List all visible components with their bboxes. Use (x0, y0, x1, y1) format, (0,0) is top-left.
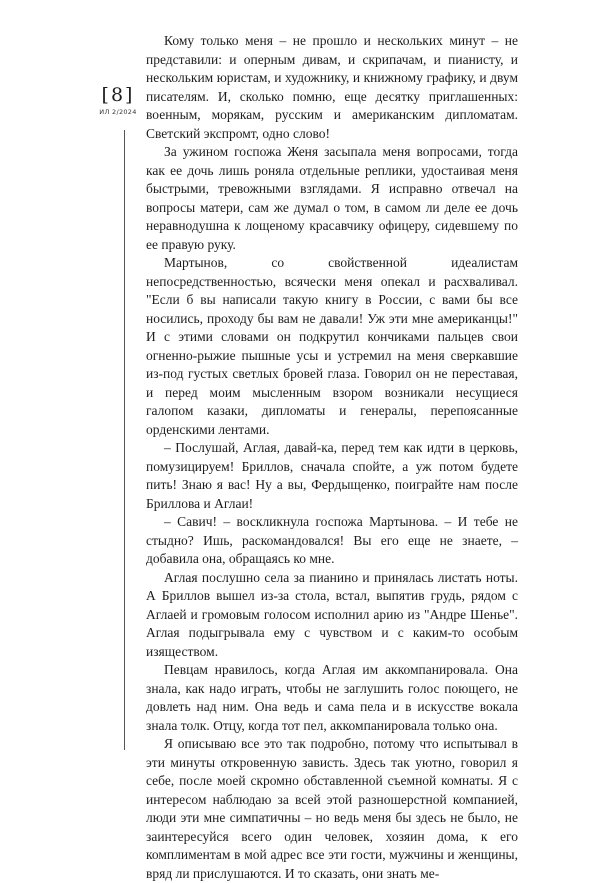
margin-rule (124, 130, 125, 750)
paragraph: Певцам нравилось, когда Аглая им аккомпанировала. Она знала, как надо играть, чтобы не заглушить голос поющего, не довлеть над ним. Она ведь и сама пела и в искусстве вокала знала толк. Отцу, когда тот пел, аккомпанировала только она. (146, 662, 518, 733)
issue-label: ИЛ 2/2024 (99, 108, 137, 116)
paragraph: За ужином госпожа Женя засыпала меня вопросами, тогда как ее дочь лишь роняла отдельные реплики, удостаивая меня быстрыми, тревожными взглядами. Я исправно отвечал на вопросы матери, сам же думал о том, в самом ли деле ее дочь неравнодушна к лощеному красавчику офицеру, сидевшему по ее правую руку. (146, 144, 518, 252)
paragraph: – Савич! – воскликнула госпожа Мартынова. – И тебе не стыдно? Ишь, раскомандовался! Вы его еще не знаете, – добавила она, обращаясь ко мне. (146, 514, 518, 566)
text-body (146, 32, 518, 883)
page-number-value: 8 (110, 84, 126, 106)
margin-marker (95, 84, 141, 116)
paragraph: Кому только меня – не прошло и нескольких минут – не представили: и оперным дивам, и скрипачам, и пианисту, и нескольким юристам, и художнику, и книжному графику, и двум писателям. И, сколько помню, еще десятку приглашенных: военным, морякам, русским и американским дипломатам. Светский экспромт, одно слово! (146, 33, 518, 141)
page-number: [8] (101, 84, 135, 106)
paragraph: – Послушай, Аглая, давай-ка, перед тем как идти в церковь, помузицируем! Бриллов, сначала спойте, а уж потом будете пить! Знаю я вас! Ну а вы, Фердыщенко, поиграйте нам после Бриллова и Аглаи! (146, 440, 518, 511)
paragraph: Я описываю все это так подробно, потому что испытывал в эти минуты откровенную зависть. Здесь так уютно, говорил я себе, после моей скромно обставленной съемной комнаты. Я с интересом наблюдаю за всей этой разношерстной компанией, люди эти мне симпатичны – но ведь меня бы здесь не было, не заинтересуйся всего один человек, хозяин дома, к его комплиментам в мой адрес все эти гости, мужчины и женщины, вряд ли прислушаются. И то сказать, они знать ме- (146, 736, 518, 881)
paragraph: Мартынов, со свойственной идеалистам непосредственностью, всячески меня опекал и расхваливал. "Если б вы написали такую книгу в России, с вами бы все носились, проходу бы вам не давали! Уж эти мне американцы!" И с этими словами он подкрутил кончиками пальцев свои огненно-рыжие пышные усы и устремил на меня сверкавшие из-под густых светлых бровей глаза. Говорил он не переставая, и перед моим мысленным взором возникали несущиеся галопом казаки, дипломаты и генералы, перепоясанные орденскими лентами. (146, 255, 518, 437)
paragraph: Аглая послушно села за пианино и принялась листать ноты. А Бриллов вышел из-за стола, встал, выпятив грудь, рядом с Аглаей и громовым голосом исполнил арию из "Андре Шенье". Аглая подыгрывала ему с чувством и с каким-то особым изяществом. (146, 569, 518, 659)
